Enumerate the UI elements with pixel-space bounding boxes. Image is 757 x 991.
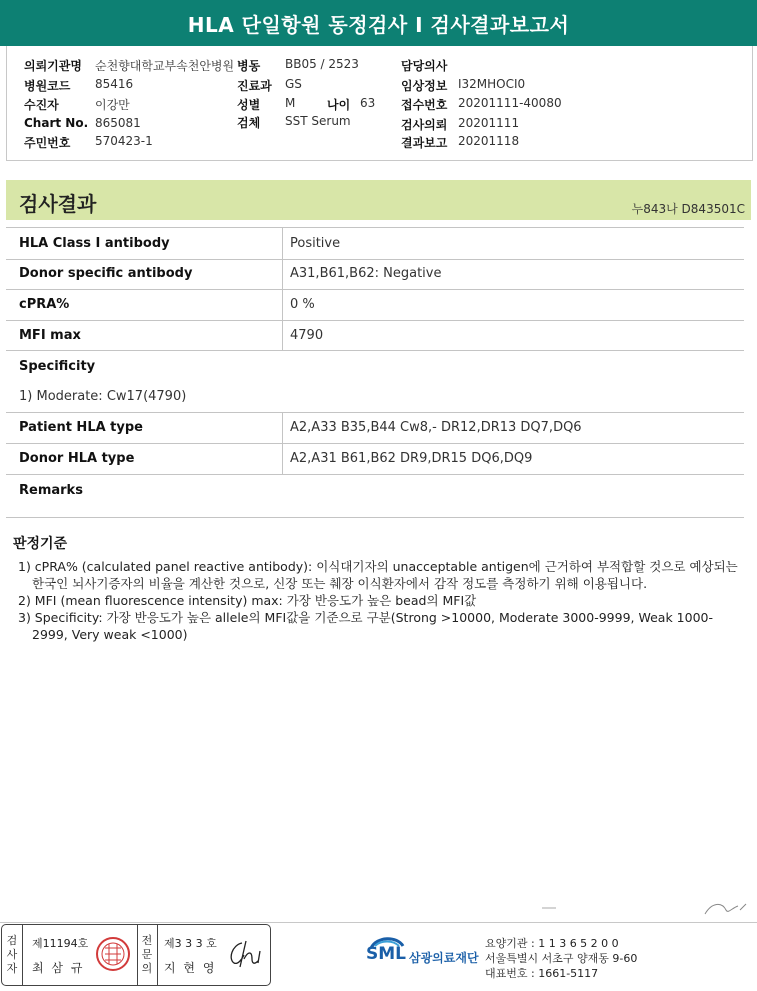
dsa-label: Donor specific antibody	[19, 266, 193, 281]
result-row-donor-hla	[6, 443, 744, 475]
specimen-label: 검체	[237, 116, 261, 130]
request-value: 20201111	[458, 116, 520, 130]
dsa-value: A31,B61,B62: Negative	[290, 266, 442, 281]
tester-license: 제11194호	[32, 937, 89, 950]
specificity-value: 1) Moderate: Cw17(4790)	[19, 389, 187, 404]
ward-label: 병동	[237, 59, 261, 73]
patient-hla-label: Patient HLA type	[19, 420, 143, 435]
results-heading: 검사결과	[19, 192, 97, 216]
dept-label: 진료과	[237, 79, 272, 93]
dept-value: GS	[285, 77, 302, 91]
criteria-title: 판정기준	[13, 536, 68, 552]
org-code: 요양기관 : 1 1 3 6 5 2 0 0	[485, 937, 619, 950]
signature-box	[1, 924, 271, 986]
class1-value: Positive	[290, 236, 341, 251]
report-date-label: 결과보고	[401, 136, 448, 150]
result-row-mfi	[6, 320, 744, 351]
approver-name: 지 현 영	[164, 961, 217, 975]
clinical-value: I32MHOCI0	[458, 77, 526, 91]
class1-label: HLA Class Ⅰ antibody	[19, 236, 170, 251]
tester-label: 검 사 자	[6, 934, 18, 975]
result-row-specificity	[6, 350, 744, 413]
specificity-label: Specificity	[19, 359, 96, 374]
request-label: 검사의뢰	[401, 118, 448, 132]
chart-label: Chart No.	[24, 116, 89, 130]
receipt-label: 접수번호	[401, 98, 448, 112]
result-row-cpra	[6, 289, 744, 321]
hospital-label: 의뢰기관명	[24, 59, 82, 73]
sml-logo-text: SML	[366, 944, 406, 964]
report-title-bar	[0, 0, 757, 46]
chart-value: 865081	[95, 116, 141, 130]
seal-stamp	[95, 936, 131, 972]
mfi-value: 4790	[290, 328, 324, 343]
age-value: 63	[360, 96, 376, 110]
remarks-label: Remarks	[19, 483, 83, 498]
ward-value: BB05 / 2523	[285, 57, 359, 71]
hospcode-label: 병원코드	[24, 79, 71, 93]
clinical-label: 임상정보	[401, 79, 448, 93]
cpra-label: cPRA%	[19, 297, 70, 312]
criteria-list	[18, 558, 740, 643]
patient-value: 이강만	[95, 98, 130, 112]
sex-label: 성별	[237, 98, 261, 112]
criteria-item-3: 3) Specificity: 가장 반응도가 높은 allele의 MFI값을 기준으로 구분(Strong >10000, Moderate 3000-9999, Weak 1000-2999, Very weak <1000)	[18, 610, 713, 642]
donor-hla-value: A2,A31 B61,B62 DR9,DR15 DQ6,DQ9	[290, 451, 533, 466]
result-row-remarks	[6, 474, 744, 518]
criteria-item-1: 1) cPRA% (calculated panel reactive antibody): 이식대기자의 unacceptable antigen에 근거하여 부적합할 것으로 예상되는 한국인 뇌사기증자의 비율을 계산한 것으로, 신장 또는 췌장 이식환자에서 감작 정도를 측정하기 위해 이용됩니다.	[18, 559, 738, 591]
faint-mark	[540, 905, 560, 911]
org-name: 삼광의료재단	[409, 951, 479, 965]
approver-signature	[224, 937, 266, 971]
sex-value: M	[285, 96, 296, 110]
mfi-label: MFI max	[19, 328, 81, 343]
footer-divider	[0, 922, 757, 923]
specimen-value: SST Serum	[285, 114, 351, 128]
resident-label: 주민번호	[24, 136, 71, 150]
age-label: 나이	[327, 98, 351, 112]
approver-label: 전 문 의	[141, 934, 153, 975]
faint-signature-mark	[700, 896, 755, 920]
result-row-dsa	[6, 258, 744, 290]
approver-license: 제3 3 3 호	[164, 937, 217, 950]
patient-hla-value: A2,A33 B35,B44 Cw8,- DR12,DR13 DQ7,DQ6	[290, 420, 582, 435]
tester-name: 최 삼 규	[32, 961, 85, 975]
org-phone: 대표번호 : 1661-5117	[485, 967, 599, 980]
donor-hla-label: Donor HLA type	[19, 451, 135, 466]
report-title: HLA 단일항원 동정검사 I 검사결과보고서	[187, 12, 570, 37]
report-date-value: 20201118	[458, 134, 520, 148]
hospcode-value: 85416	[95, 77, 134, 91]
result-row-patient-hla	[6, 412, 744, 444]
doctor-label: 담당의사	[401, 59, 448, 73]
result-row-class1	[6, 227, 744, 260]
results-code: 누843나 D843501C	[631, 202, 745, 216]
results-header	[6, 180, 751, 220]
patient-label: 수진자	[24, 98, 59, 112]
criteria-item-2: 2) MFI (mean fluorescence intensity) max: 가장 반응도가 높은 bead의 MFI값	[18, 593, 477, 608]
resident-value: 570423-1	[95, 134, 153, 148]
cpra-value: 0 %	[290, 297, 315, 312]
org-address: 서울특별시 서초구 양재동 9-60	[485, 952, 638, 965]
hospital-value: 순천향대학교부속천안병원	[95, 59, 235, 73]
receipt-value: 20201111-40080	[458, 96, 562, 110]
